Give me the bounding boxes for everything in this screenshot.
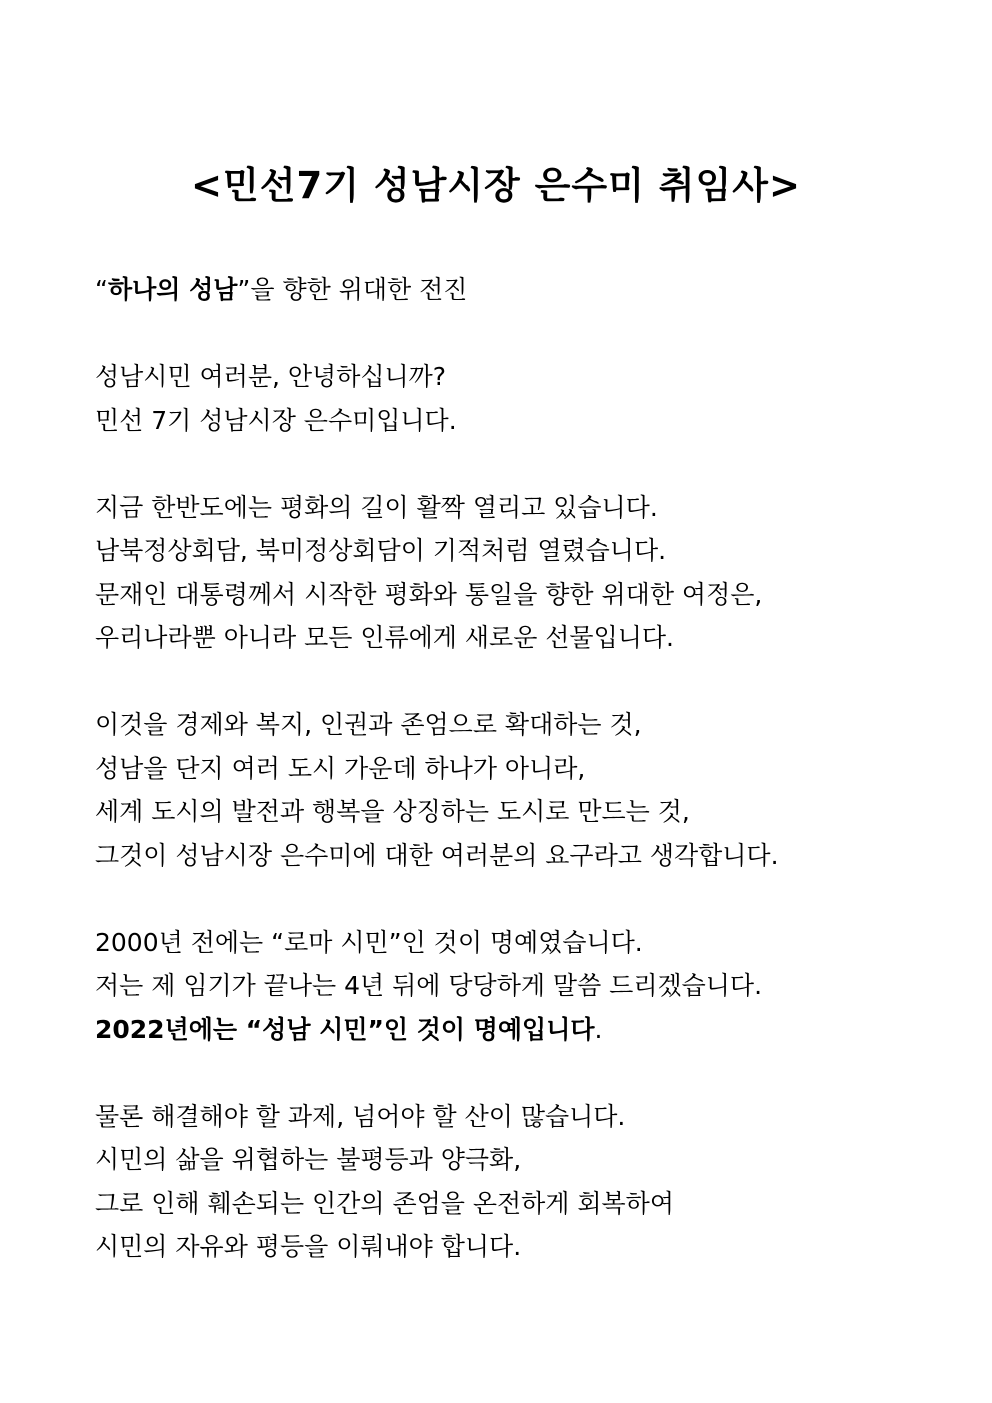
paragraph-gap	[95, 1051, 955, 1095]
subtitle-bold: 하나의 성남	[107, 275, 238, 304]
text-line: 그것이 성남시장 은수미에 대한 여러분의 요구라고 생각합니다.	[95, 840, 779, 870]
text-line: 시민의 자유와 평등을 이뤄내야 합니다.	[95, 1232, 522, 1261]
paragraph-gap	[95, 877, 955, 921]
text-line: 문재인 대통령께서 시작한 평화와 통일을 향한 위대한 여정은,	[95, 579, 763, 609]
emphasis-bold: 2022년에는 “성남 시민”인 것이 명예입니다	[95, 1014, 595, 1044]
text-line: 성남시민 여러분, 안녕하십니까?	[95, 362, 447, 391]
text-line: 저는 제 임기가 끝나는 4년 뒤에 당당하게 말씀 드리겠습니다.	[95, 971, 763, 1000]
paragraph-greeting	[95, 355, 955, 442]
paragraph-gap	[95, 660, 955, 704]
text-line: 우리나라뿐 아니라 모든 인류에게 새로운 선물입니다.	[95, 623, 674, 652]
paragraph-closing	[95, 1095, 955, 1269]
paragraph-pride	[95, 921, 955, 1052]
text-line: 지금 한반도에는 평화의 길이 활짝 열리고 있습니다.	[95, 492, 658, 522]
speech-body	[95, 268, 955, 1269]
subtitle-open-quote: “	[95, 275, 108, 304]
paragraph-peace	[95, 486, 955, 660]
text-line: 시민의 삶을 위협하는 불평등과 양극화,	[95, 1145, 522, 1174]
speech-subtitle	[95, 268, 955, 312]
page-title: <민선7기 성남시장 은수미 취임사>	[190, 164, 802, 207]
paragraph-gap	[95, 442, 955, 486]
text-line: 세계 도시의 발전과 행복을 상징하는 도시로 만드는 것,	[95, 797, 690, 826]
paragraph-vision	[95, 703, 955, 877]
text-line: 그로 인해 훼손되는 인간의 존엄을 온전하게 회복하여	[95, 1188, 674, 1218]
text-line: 2000년 전에는 “로마 시민”인 것이 명예였습니다.	[95, 927, 643, 957]
emphasis-end: .	[594, 1014, 603, 1044]
text-line: 이것을 경제와 복지, 인권과 존엄으로 확대하는 것,	[95, 710, 642, 739]
subtitle-rest: ”을 향한 위대한 전진	[237, 275, 468, 304]
text-line: 성남을 단지 여러 도시 가운데 하나가 아니라,	[95, 753, 586, 783]
text-line: 민선 7기 성남시장 은수미입니다.	[95, 405, 457, 435]
emphasis-line	[95, 1008, 955, 1052]
text-line: 남북정상회담, 북미정상회담이 기적처럼 열렸습니다.	[95, 536, 667, 565]
text-line: 물론 해결해야 할 과제, 넘어야 할 산이 많습니다.	[95, 1101, 626, 1131]
paragraph-gap	[95, 312, 955, 356]
